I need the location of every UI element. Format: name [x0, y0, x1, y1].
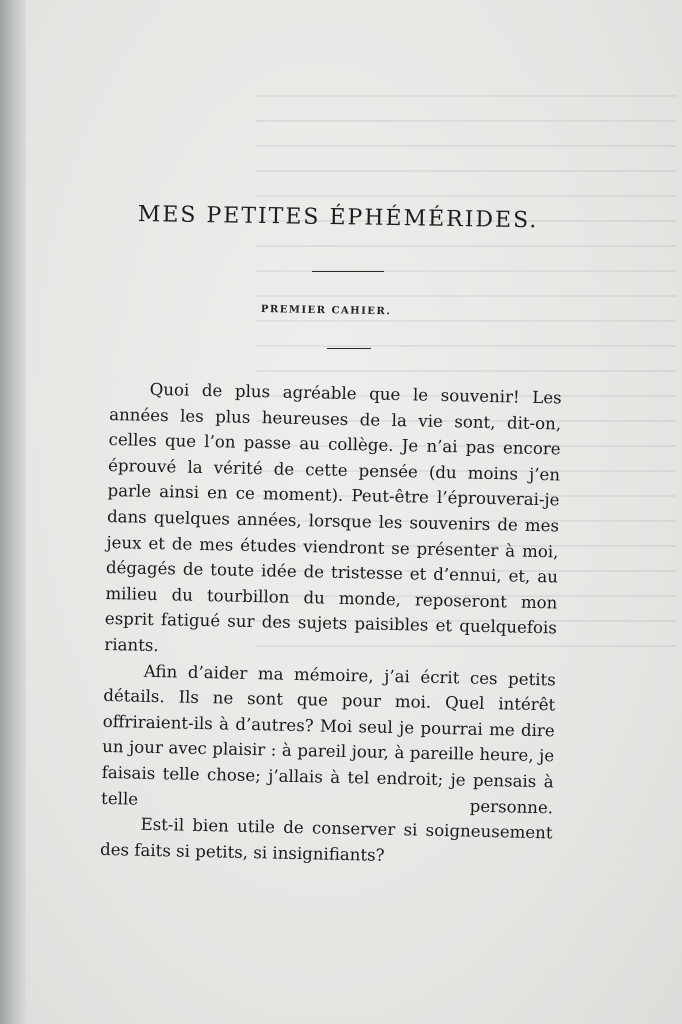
paragraph-3: Est-il bien utile de conserver si soigneusement des faits si petits, si insignifiants? — [99, 814, 553, 865]
title-divider — [312, 271, 384, 272]
paragraph-2: Afin d’aider ma mémoire, j’ai écrit ces petits détails. Ils ne sont que pour moi. Quel intérêt offriraient-ils à d’autres? Moi seul je pourrai me dire un jour avec plaisir : à pareil jour, à pareille heure, je faisais telle chose; j’allais à tel endroit; je pensais à telle personne. — [100, 661, 556, 817]
body-text — [100, 376, 562, 872]
subtitle-divider — [327, 348, 371, 349]
paragraph-1: Quoi de plus agréable que le souvenir! Les années les plus heureuses de la vie sont, dit-on, celles que l’on passe au collège. Je n’ai pas encore éprouvé la vérité de cette pensée (du moins j’en parle ainsi en ce moment). Peut-être l’éprouverai-je dans quelques années, lorsque les souvenirs de mes jeux et de mes études viendront se présenter à moi, dégagés de toute idée de tristesse et d’ennui, et, au milieu du tourbillon du monde, reposeront mon esprit fatigué sur des sujets paisibles et quelquefois riants. — [104, 379, 562, 656]
book-gutter — [0, 0, 26, 1024]
page-title: MES PETITES ÉPHÉMÉRIDES. — [137, 202, 539, 234]
section-subtitle: PREMIER CAHIER. — [260, 304, 392, 318]
